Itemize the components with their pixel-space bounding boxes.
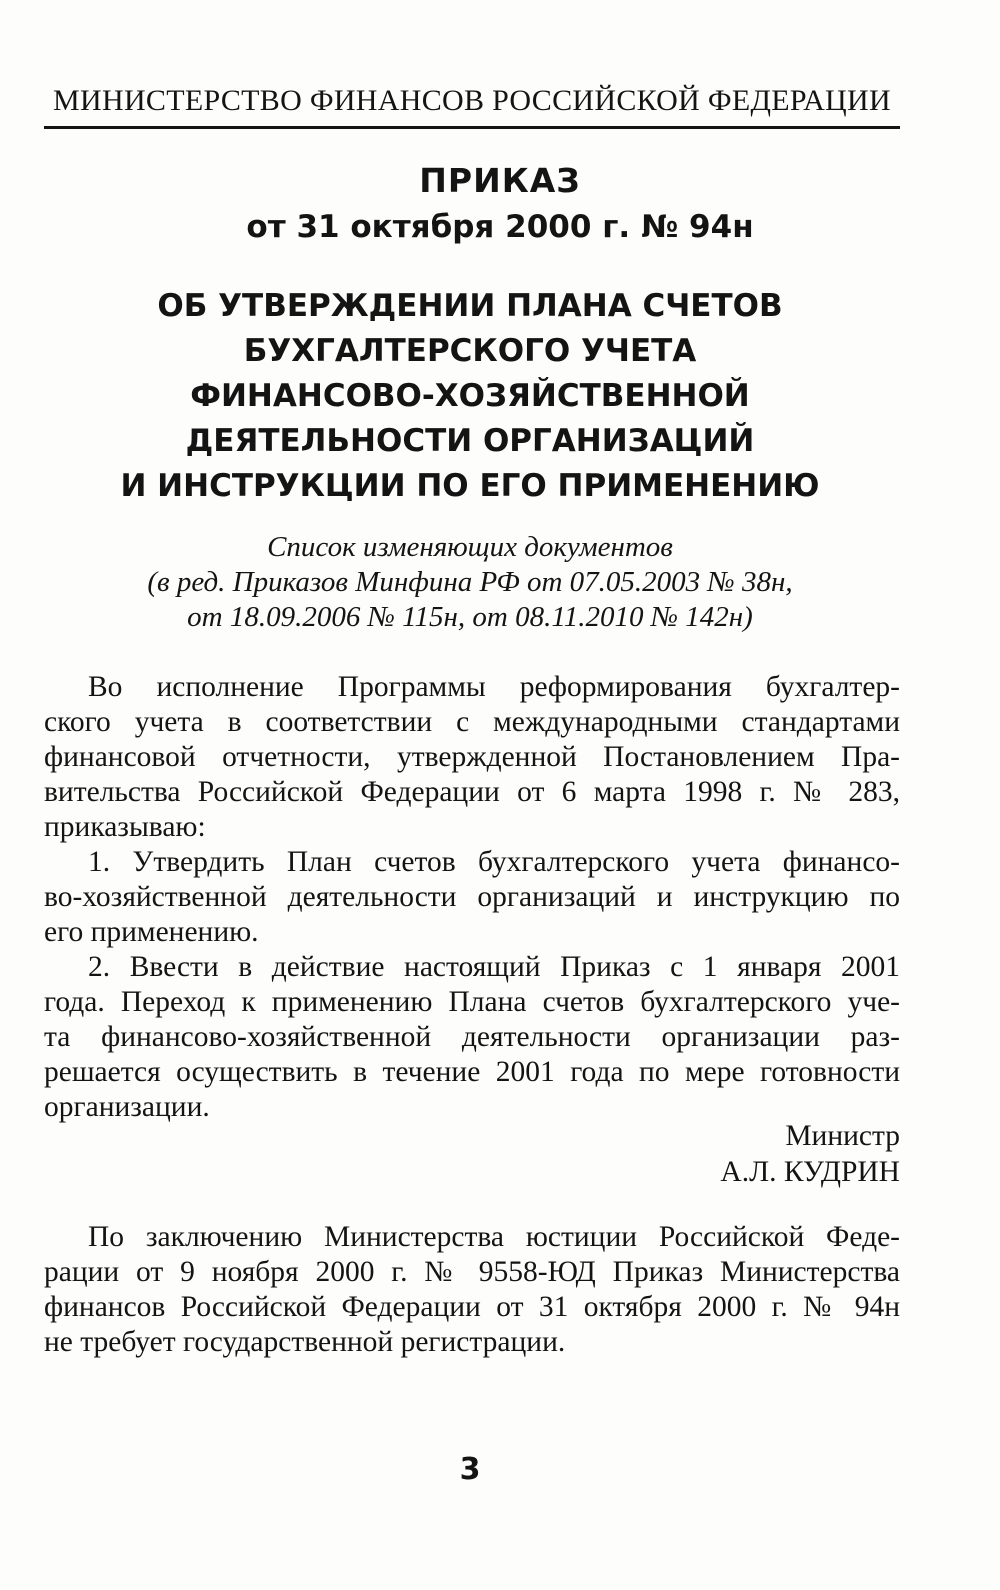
subject-line: БУХГАЛТЕРСКОГО УЧЕТА (243, 333, 697, 369)
order-title: ПРИКАЗ (419, 161, 581, 200)
signatory-position: Министр (785, 1120, 900, 1152)
body-line: приказываю: (44, 811, 206, 843)
amendments-list (0, 530, 940, 635)
body-line: организации. (44, 1091, 210, 1123)
body-line: 2. Ввести в действие настоящий Приказ с 1 января 2001 (88, 951, 900, 983)
justice-ministry-conclusion (44, 1220, 900, 1360)
running-head: МИНИСТЕРСТВО ФИНАНСОВ РОССИЙСКОЙ ФЕДЕРАЦИИ (53, 84, 891, 117)
body-line: во-хозяйственной деятельности организаций и инструкцию по (44, 881, 900, 913)
amendments-heading: Список изменяющих документов (267, 531, 673, 563)
order-date-number: от 31 октября 2000 г. № 94н (246, 209, 754, 245)
page-number: 3 (459, 1452, 481, 1487)
body-line: года. Переход к применению Плана счетов бухгалтерского уче- (44, 986, 900, 1018)
signatory-name: А.Л. КУДРИН (720, 1156, 900, 1188)
conclusion-line: рации от 9 ноября 2000 г. № 9558-ЮД Приказ Министерства (44, 1256, 900, 1288)
body-line: вительства Российской Федерации от 6 марта 1998 г. № 283, (44, 776, 900, 808)
conclusion-line: не требует государственной регистрации. (44, 1326, 566, 1358)
subject-line: ДЕЯТЕЛЬНОСТИ ОРГАНИЗАЦИЙ (185, 423, 755, 459)
conclusion-line: финансов Российской Федерации от 31 октября 2000 г. № 94н (44, 1291, 900, 1323)
subject-line: ОБ УТВЕРЖДЕНИИ ПЛАНА СЧЕТОВ (157, 288, 783, 324)
subject-line: И ИНСТРУКЦИИ ПО ЕГО ПРИМЕНЕНИЮ (120, 468, 820, 504)
order-title-block (0, 158, 1000, 250)
amendments-line: от 18.09.2006 № 115н, от 08.11.2010 № 142н) (187, 601, 753, 633)
signature-block (720, 1118, 900, 1190)
amendments-line: (в ред. Приказов Минфина РФ от 07.05.2003 № 38н, (147, 566, 793, 598)
body-line: решается осуществить в течение 2001 года по мере готовности (44, 1056, 900, 1088)
body-line: финансовой отчетности, утвержденной Постановлением Пра- (44, 741, 900, 773)
subject-line: ФИНАНСОВО-ХОЗЯЙСТВЕННОЙ (190, 378, 750, 414)
order-body (44, 670, 900, 1125)
body-line: Во исполнение Программы реформирования бухгалтер- (88, 671, 900, 703)
body-line: 1. Утвердить План счетов бухгалтерского учета финансо- (88, 846, 900, 878)
body-line: его применению. (44, 916, 259, 948)
body-line: та финансово-хозяйственной деятельности организации раз- (44, 1021, 900, 1053)
header-rule (44, 126, 900, 129)
order-subject (0, 284, 940, 509)
body-line: ского учета в соответствии с международными стандартами (44, 706, 900, 738)
conclusion-line: По заключению Министерства юстиции Российской Феде- (88, 1221, 900, 1253)
